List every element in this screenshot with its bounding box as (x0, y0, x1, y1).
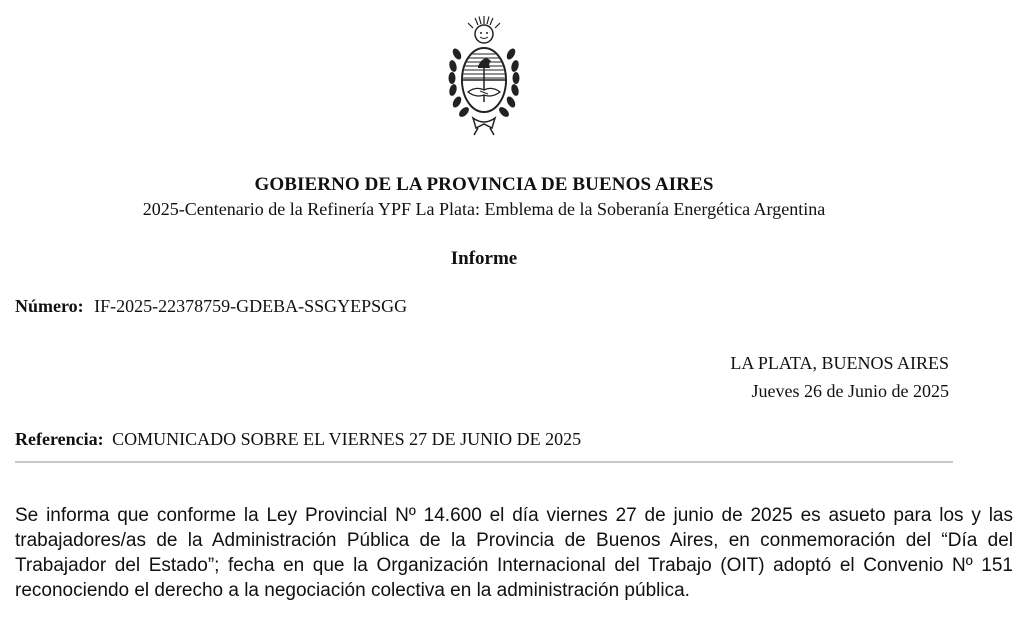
year-motto: 2025-Centenario de la Refinería YPF La Plata: Emblema de la Soberanía Energética Argentina (142, 199, 826, 219)
reference-line (15, 429, 581, 450)
reference-label: Referencia: (15, 429, 104, 449)
document-number-value: IF-2025-22378759-GDEBA-SSGYEPSGG (94, 296, 408, 316)
document-number-label: Número: (15, 296, 84, 316)
government-title: GOBIERNO DE LA PROVINCIA DE BUENOS AIRES (254, 174, 714, 195)
body-paragraph: Se informa que conforme la Ley Provincial Nº 14.600 el día viernes 27 de junio de 2025 es asueto para los y las trabajadores/as de la Administración Pública de la Provincia de Buenos Aires, en conmemoración del “Día del Trabajador del Estado”; fecha en que la Organización Internacional del Trabajo (OIT) adoptó el Convenio Nº 151 reconociendo el derecho a la negociación colectiva en la administración pública. (15, 505, 1013, 601)
section-divider (15, 461, 953, 463)
reference-value: COMUNICADO SOBRE EL VIERNES 27 DE JUNIO DE 2025 (112, 429, 582, 449)
document-type-heading: Informe (450, 248, 518, 269)
issue-place: LA PLATA, BUENOS AIRES (730, 353, 949, 373)
argentina-coat-of-arms-icon (444, 14, 524, 138)
issue-date: Jueves 26 de Junio de 2025 (751, 381, 949, 401)
document-number (15, 296, 407, 317)
